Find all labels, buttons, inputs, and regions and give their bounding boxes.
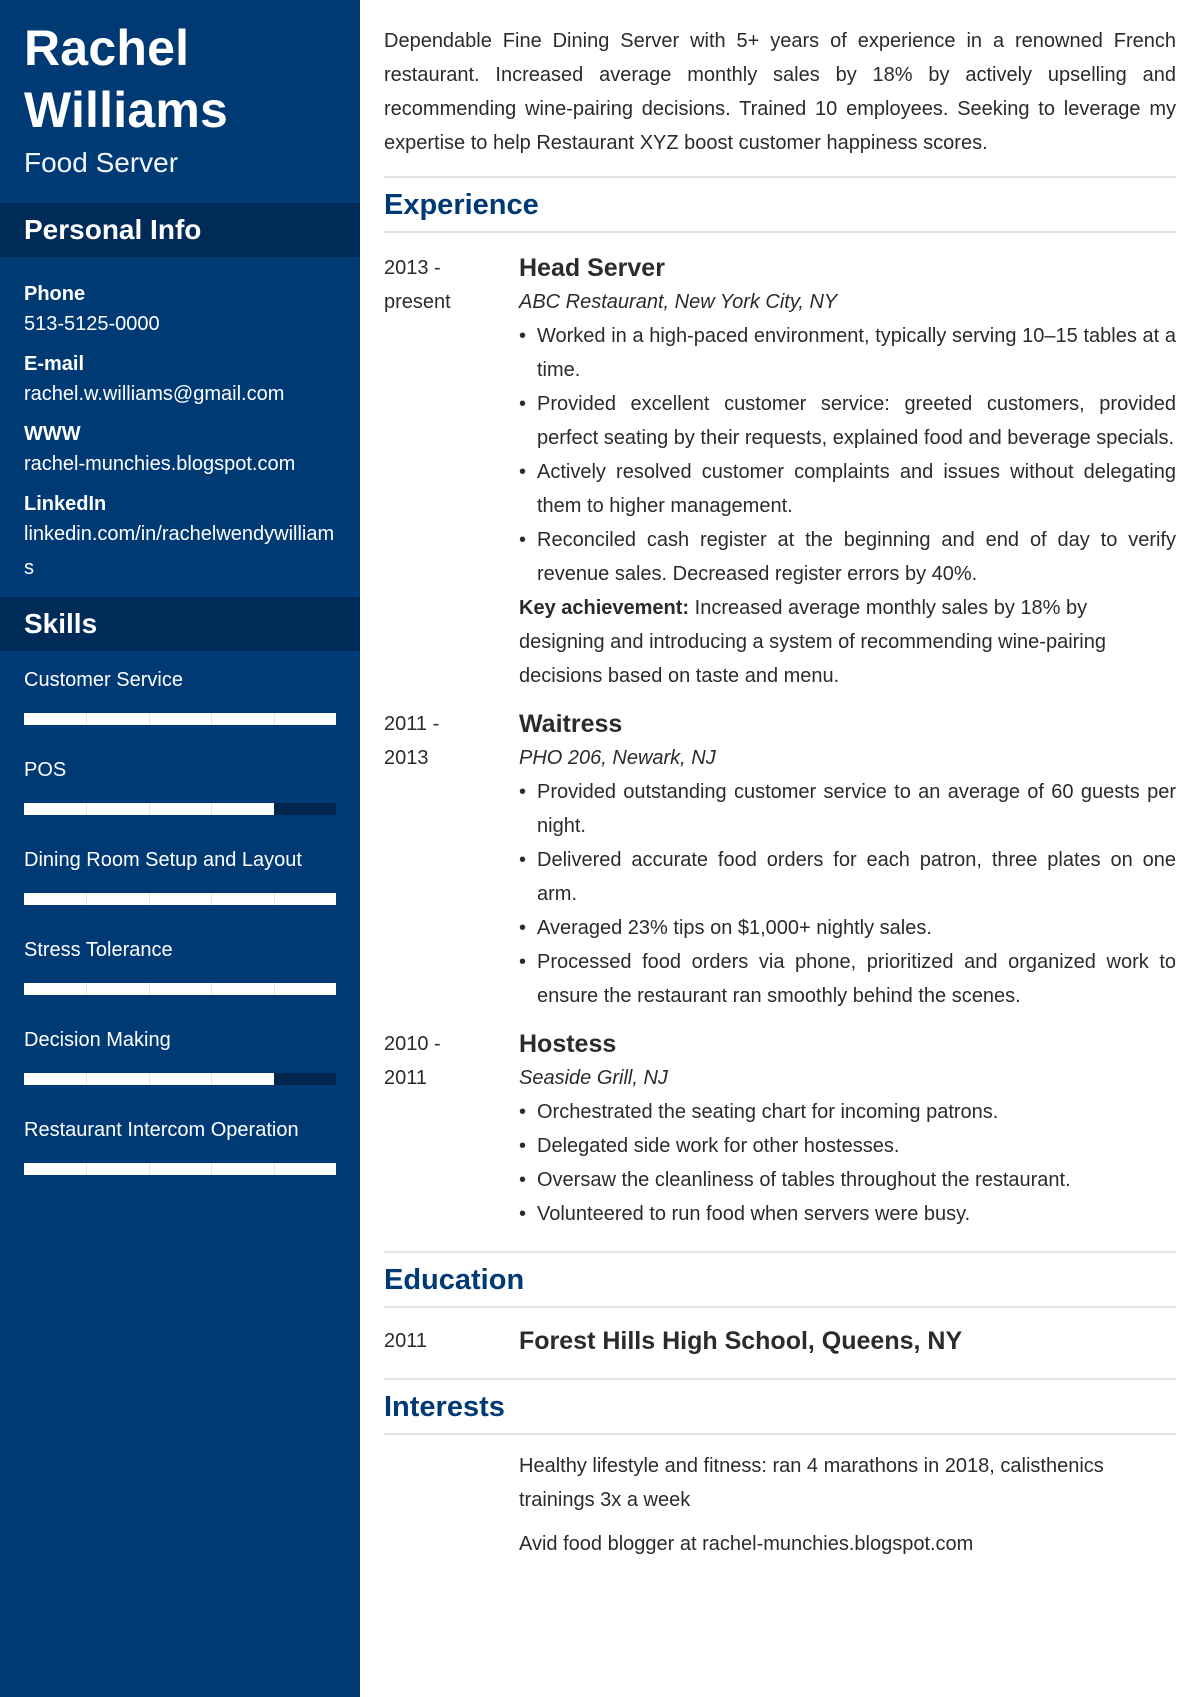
bullet-list	[519, 319, 1176, 591]
skill-bar-separator	[274, 1163, 275, 1175]
interests-heading: Interests	[384, 1391, 505, 1423]
skill-bar-separator	[211, 1163, 212, 1175]
skill-bar-separator	[86, 1163, 87, 1175]
skill-level-fill	[24, 713, 336, 725]
section-divider	[384, 231, 1176, 233]
skill-bar-separator	[149, 1163, 150, 1175]
skill-bar-separator	[211, 983, 212, 995]
skills-list	[0, 651, 360, 1175]
company: PHO 206, Newark, NJ	[519, 747, 716, 769]
bullet-item: • Worked in a high-paced environment, typically serving 10–15 tables at a time.	[519, 319, 1176, 387]
skill-level-bar	[24, 803, 336, 815]
phone-value: 513-5125-0000	[24, 313, 160, 335]
entry-date	[384, 1027, 519, 1231]
school-name: Forest Hills High School, Queens, NY	[519, 1327, 963, 1355]
email-value[interactable]: rachel.w.williams@gmail.com	[24, 383, 285, 405]
skill-level-bar	[24, 1163, 336, 1175]
skill-bar-separator	[149, 983, 150, 995]
skill-level-bar	[24, 713, 336, 725]
skill-name: Decision Making	[24, 1029, 171, 1051]
experience-heading: Experience	[384, 189, 539, 221]
skill-item	[24, 753, 336, 815]
bullet-item: • Averaged 23% tips on $1,000+ nightly sales.	[519, 911, 1176, 945]
job-title: Head Server	[519, 254, 665, 282]
section-divider	[384, 1306, 1176, 1308]
achievement-label: Key achievement:	[519, 597, 690, 619]
entry-body	[519, 1027, 1176, 1231]
experience-entry	[384, 251, 1176, 693]
section-divider	[384, 1433, 1176, 1435]
entry-body	[519, 251, 1176, 693]
entry-date	[384, 707, 519, 1013]
key-achievement	[519, 591, 1176, 693]
bullet-item: • Actively resolved customer complaints and issues without delegating them to higher management.	[519, 455, 1176, 523]
experience-entry	[384, 707, 1176, 1013]
bullet-item: • Provided excellent customer service: greeted customers, provided perfect seating by their requests, explained food and beverage specials.	[519, 387, 1176, 455]
bullet-item: • Delivered accurate food orders for each patron, three plates on one arm.	[519, 843, 1176, 911]
skill-level-bar	[24, 893, 336, 905]
education-heading: Education	[384, 1264, 525, 1296]
skill-bar-separator	[274, 713, 275, 725]
skill-bar-separator	[211, 803, 212, 815]
entry-body	[519, 707, 1176, 1013]
skill-bar-separator	[149, 713, 150, 725]
skill-bar-separator	[149, 1073, 150, 1085]
entry-body	[519, 1324, 1176, 1358]
last-name: Williams	[24, 82, 228, 138]
job-title: Hostess	[519, 1030, 617, 1058]
phone-label: Phone	[24, 283, 86, 305]
skill-name: Stress Tolerance	[24, 939, 173, 961]
date-end: 2013	[384, 747, 429, 769]
skill-bar-separator	[211, 1073, 212, 1085]
skill-bar-separator	[149, 803, 150, 815]
skill-item	[24, 843, 336, 905]
skill-bar-separator	[274, 1073, 275, 1085]
personal-info-heading: Personal Info	[0, 203, 360, 257]
bullet-item: • Volunteered to run food when servers were busy.	[519, 1197, 1176, 1231]
skill-level-bar	[24, 983, 336, 995]
job-title-header: Food Server	[24, 147, 179, 178]
entry-date	[384, 251, 519, 693]
education-entry	[384, 1324, 1176, 1358]
date-start: 2013 -	[384, 257, 441, 279]
skill-bar-separator	[86, 713, 87, 725]
linkedin-value[interactable]: linkedin.com/in/rachelwendywilliams	[24, 523, 335, 579]
profile-summary: Dependable Fine Dining Server with 5+ years of experience in a renowned French restaurant. Increased average monthly sales by 18% by actively upselling and recommending wine-pairing decisions. Trained 10 employees. Seeking to leverage my expertise to help Restaurant XYZ boost customer happiness scores.	[384, 30, 1176, 154]
skill-level-bar	[24, 1073, 336, 1085]
interests-entry	[384, 1449, 1176, 1571]
skill-name: Restaurant Intercom Operation	[24, 1119, 299, 1141]
entry-date-spacer	[384, 1449, 519, 1571]
bullet-list	[519, 1095, 1176, 1231]
skill-level-fill	[24, 1163, 336, 1175]
bullet-item: • Orchestrated the seating chart for incoming patrons.	[519, 1095, 1176, 1129]
date-start: 2010 -	[384, 1033, 441, 1055]
bullet-list	[519, 775, 1176, 1013]
www-label: WWW	[24, 423, 81, 445]
bullet-item: • Delegated side work for other hostesses.	[519, 1129, 1176, 1163]
bullet-item: • Processed food orders via phone, prioritized and organized work to ensure the restaurant ran smoothly behind the scenes.	[519, 945, 1176, 1013]
bullet-item: • Oversaw the cleanliness of tables throughout the restaurant.	[519, 1163, 1176, 1197]
skill-level-fill	[24, 893, 336, 905]
bullet-item: • Provided outstanding customer service to an average of 60 guests per night.	[519, 775, 1176, 843]
sidebar	[0, 0, 360, 1697]
company: ABC Restaurant, New York City, NY	[519, 291, 838, 313]
date-end: present	[384, 291, 451, 313]
date-start: 2011 -	[384, 713, 440, 735]
experience-entry	[384, 1027, 1176, 1231]
skill-bar-separator	[274, 803, 275, 815]
job-title: Waitress	[519, 710, 623, 738]
www-value[interactable]: rachel-munchies.blogspot.com	[24, 453, 296, 475]
main-content	[384, 24, 1176, 1571]
skill-name: Customer Service	[24, 669, 183, 691]
date-end: 2011	[384, 1067, 428, 1089]
skill-bar-separator	[211, 893, 212, 905]
skill-item	[24, 1023, 336, 1085]
skill-name: Dining Room Setup and Layout	[24, 849, 302, 871]
skill-bar-separator	[211, 713, 212, 725]
skills-heading: Skills	[0, 597, 360, 651]
entry-date: 2011	[384, 1330, 428, 1352]
bullet-item: • Reconciled cash register at the beginning and end of day to verify revenue sales. Decreased register errors by 40%.	[519, 523, 1176, 591]
skill-level-fill	[24, 983, 336, 995]
skill-bar-separator	[149, 893, 150, 905]
skill-item	[24, 1113, 336, 1175]
skill-bar-separator	[86, 803, 87, 815]
first-name: Rachel	[24, 20, 190, 76]
skill-bar-separator	[86, 893, 87, 905]
achievement-text: Increased average monthly sales by 18% by designing and introducing a system of recommending wine-pairing decisions based on taste and menu.	[519, 597, 1106, 687]
skill-item	[24, 933, 336, 995]
company: Seaside Grill, NJ	[519, 1067, 668, 1089]
skill-bar-separator	[274, 983, 275, 995]
linkedin-label: LinkedIn	[24, 493, 107, 515]
interest-item: Healthy lifestyle and fitness: ran 4 marathons in 2018, calisthenics trainings 3x a week	[519, 1455, 1104, 1511]
skill-bar-separator	[86, 983, 87, 995]
entry-body	[519, 1449, 1176, 1571]
skill-name: POS	[24, 759, 67, 781]
personal-info-list	[0, 257, 360, 597]
skill-bar-separator	[274, 893, 275, 905]
email-label: E-mail	[24, 353, 85, 375]
candidate-name	[0, 0, 360, 141]
skill-bar-separator	[86, 1073, 87, 1085]
skill-item	[24, 663, 336, 725]
interest-item: Avid food blogger at rachel-munchies.blogspot.com	[519, 1533, 974, 1555]
